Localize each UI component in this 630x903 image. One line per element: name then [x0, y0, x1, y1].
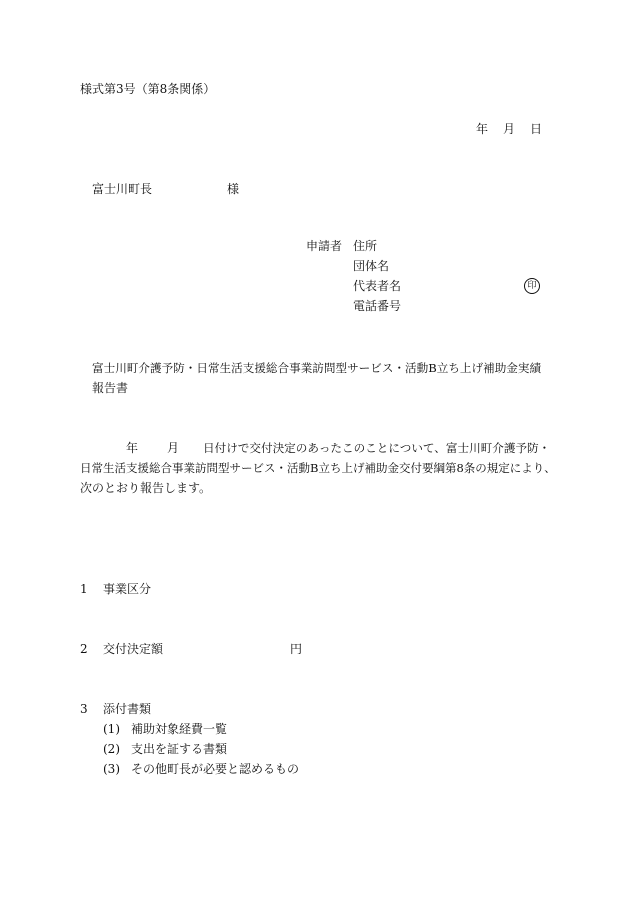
- applicant-organization-label: 団体名: [353, 259, 390, 273]
- body-year: 年: [126, 441, 139, 455]
- item-number: 3: [80, 702, 88, 716]
- body-line-1: 日付けで交付決定のあったこのことについて、富士川町介護予防・: [203, 441, 551, 455]
- applicant-address-label: 住所: [353, 239, 378, 253]
- attachment-label: 補助対象経費一覧: [131, 722, 228, 736]
- seal-mark: 印: [524, 278, 540, 294]
- title-line-2: 報告書: [92, 381, 129, 395]
- attachment-label: その他町長が必要と認めるもの: [131, 762, 300, 776]
- attachment-number: (3): [103, 762, 120, 776]
- title-line-1: 富士川町介護予防・日常生活支援総合事業訪問型サービス・活動B立ち上げ補助金実績: [92, 361, 542, 375]
- form-number: 様式第3号（第8条関係）: [80, 82, 216, 96]
- applicant-phone-label: 電話番号: [353, 299, 402, 313]
- date-month: 月: [503, 122, 516, 136]
- applicant-label: 申請者: [306, 239, 343, 253]
- body-line-3: 次のとおり報告します。: [80, 481, 212, 495]
- attachment-number: (1): [103, 722, 120, 736]
- item-label: 添付書類: [103, 702, 152, 716]
- addressee-honorific: 様: [227, 182, 240, 196]
- date-day: 日: [530, 122, 543, 136]
- item-label: 交付決定額: [103, 642, 164, 656]
- attachment-number: (2): [103, 742, 120, 756]
- date-year: 年: [476, 122, 489, 136]
- item-number: 2: [80, 642, 88, 656]
- body-line-2: 日常生活支援総合事業訪問型サービス・活動B立ち上げ補助金交付要綱第8条の規定により、: [80, 461, 556, 475]
- item-label: 事業区分: [103, 582, 152, 596]
- body-month: 月: [167, 441, 180, 455]
- applicant-representative-label: 代表者名: [353, 279, 402, 293]
- addressee-name: 富士川町長: [92, 182, 153, 196]
- attachment-label: 支出を証する書類: [131, 742, 228, 756]
- currency-unit: 円: [290, 642, 303, 656]
- item-number: 1: [80, 582, 88, 596]
